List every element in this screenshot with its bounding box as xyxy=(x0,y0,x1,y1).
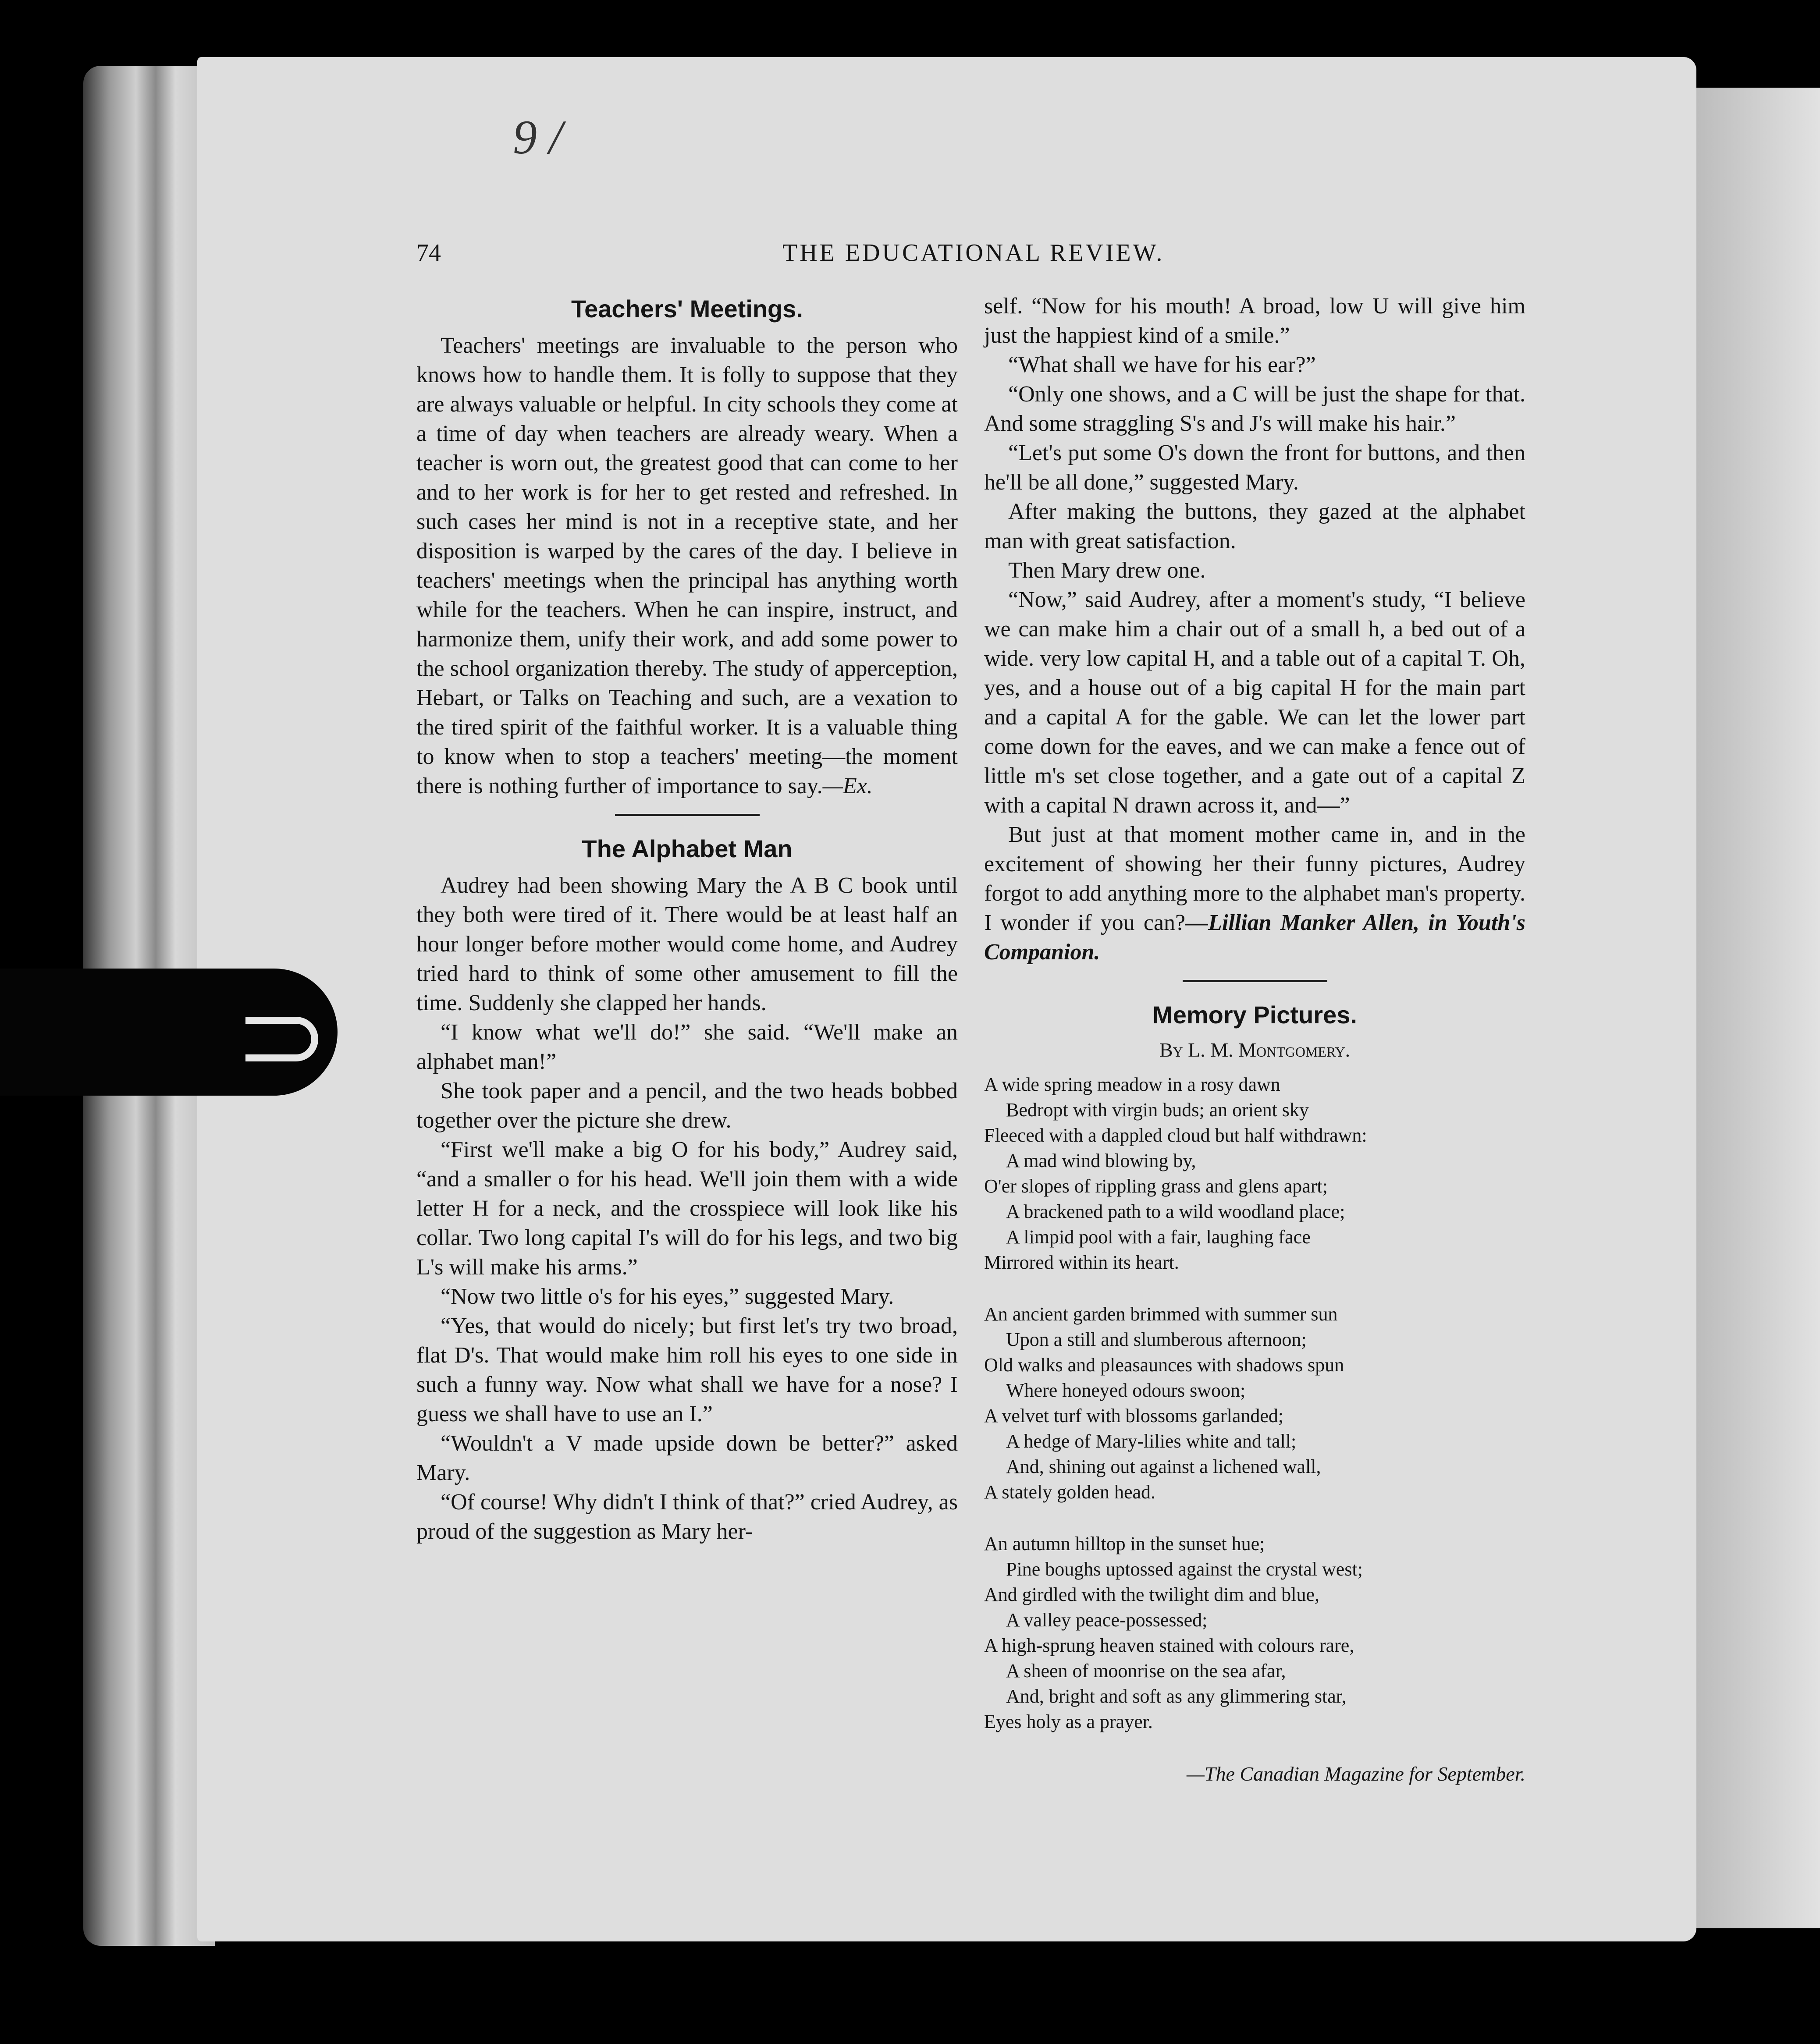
poem-line: And girdled with the twilight dim and blue, xyxy=(984,1584,1320,1605)
poem-line: Old walks and pleasaunces with shadows spun xyxy=(984,1354,1344,1376)
poem-line: Mirrored within its heart. xyxy=(984,1252,1179,1273)
poem-line: A mad wind blowing by, xyxy=(1006,1150,1196,1171)
poem-author: L. M. Montgomery. xyxy=(1188,1039,1351,1061)
teachers-meetings-source: —Ex. xyxy=(822,774,873,798)
poem-line: A sheen of moonrise on the sea afar, xyxy=(1006,1660,1286,1682)
teachers-meetings-body xyxy=(416,331,958,801)
byline-prefix: By xyxy=(1159,1039,1183,1061)
alphabet-man-source: —Lillian Manker Allen, in Youth's Companion. xyxy=(984,910,1525,965)
poem-line: A high-sprung heaven stained with colours rare, xyxy=(984,1635,1354,1656)
poem-line: A wide spring meadow in a rosy dawn xyxy=(984,1074,1280,1095)
poem-line: A limpid pool with a fair, laughing face xyxy=(1006,1226,1311,1248)
alphabet-paragraph: Then Mary drew one. xyxy=(1008,558,1206,583)
section-divider xyxy=(1183,980,1327,982)
alphabet-man-title: The Alphabet Man xyxy=(582,835,793,862)
poem-line: O'er slopes of rippling grass and glens apart; xyxy=(984,1175,1328,1197)
teachers-meetings-title: Teachers' Meetings. xyxy=(571,295,803,323)
alphabet-paragraph: She took paper and a pencil, and the two heads bobbed together over the picture she drew. xyxy=(416,1079,958,1133)
alphabet-paragraph: “First we'll make a big O for his body,” Audrey said, “and a smaller o for his head. We'll join them with a wide letter H for a neck, and the crosspiece will look like his collar. Two long capital I's will do for his legs, and two big L's will make his arms.” xyxy=(416,1137,958,1280)
poem-line: Pine boughs uptossed against the crystal west; xyxy=(1006,1558,1363,1580)
facing-page-edge xyxy=(1696,88,1820,1928)
alphabet-paragraph: After making the buttons, they gazed at the alphabet man with great satisfaction. xyxy=(984,499,1525,554)
alphabet-paragraph: “Yes, that would do nicely; but first let's try two broad, flat D's. That would make him roll his eyes to one side in such a funny way. Now what shall we have for a nose? I guess we shall have to use an I.” xyxy=(416,1313,958,1427)
alphabet-paragraph: “Now two little o's for his eyes,” suggested Mary. xyxy=(441,1284,894,1309)
poem-stanza xyxy=(984,1302,1525,1505)
page-number: 74 xyxy=(416,239,441,266)
alphabet-paragraph: self. “Now for his mouth! A broad, low U will give him just the happiest kind of a smile.” xyxy=(984,294,1525,348)
poem-line: An autumn hilltop in the sunset hue; xyxy=(984,1533,1265,1554)
teachers-meetings-text: Teachers' meetings are invaluable to the person who knows how to handle them. It is folly to suppose that they are always valuable or helpful. In city schools they come at a time of day when teachers are already weary. When a teacher is worn out, the greatest good that can come to her and to her work is for her to get rested and refreshed. In such cases her mind is not in a receptive state, and her disposition is warped by the cares of the day. I believe in teachers' meetings when the principal has anything worth while for the teachers. When he can inspire, instruct, and harmonize them, unify their work, and add some power to the school organization thereby. The study of apperception, Hebart, or Talks on Teaching and such, are a vexation to the tired spirit of the faithful worker. It is a valuable thing to know when to stop a teachers' meeting—the moment there is nothing further of importance to say. xyxy=(416,333,958,798)
poem-line: And, bright and soft as any glimmering star, xyxy=(1006,1686,1347,1707)
poem-byline xyxy=(984,1037,1525,1063)
poem-line: Bedropt with virgin buds; an orient sky xyxy=(1006,1099,1309,1121)
running-title: THE EDUCATIONAL REVIEW. xyxy=(782,239,1165,266)
alphabet-paragraph: “Now,” said Audrey, after a moment's study, “I believe we can make him a chair out of a small h, a bed out of a wide. very low capital H, and a table out of a capital T. Oh, yes, and a house out of a big capital H for the main part and a capital A for the gable. We can let the lower part come down for the eaves, and we can make a fence out of little m's set close together, and a gate out of a capital Z with a capital N drawn across it, and—” xyxy=(984,587,1525,818)
alphabet-paragraph: “Of course! Why didn't I think of that?” cried Audrey, as proud of the suggestion as Mary her- xyxy=(416,1490,958,1544)
bookmark-clip-highlight xyxy=(245,1017,318,1061)
alphabet-paragraph: “I know what we'll do!” she said. “We'll make an alphabet man!” xyxy=(416,1020,958,1074)
poem-line: A velvet turf with blossoms garlanded; xyxy=(984,1405,1284,1427)
section-divider xyxy=(615,814,760,816)
poem-line: Where honeyed odours swoon; xyxy=(1006,1380,1246,1401)
poem-line: Fleeced with a dappled cloud but half withdrawn: xyxy=(984,1125,1367,1146)
left-column xyxy=(416,291,958,1546)
alphabet-paragraph: Audrey had been showing Mary the A B C book until they both were tired of it. There would be at least half an hour longer before mother would come home, and Audrey tried hard to think of some other amusement to fill the time. Suddenly she clapped her hands. xyxy=(416,873,958,1015)
page-header xyxy=(416,239,1521,278)
poem-line: A stately golden head. xyxy=(984,1481,1156,1503)
pencil-mark: 9 / xyxy=(513,110,563,164)
poem-line: Upon a still and slumberous afternoon; xyxy=(1006,1329,1307,1350)
right-column xyxy=(984,291,1525,1787)
poem-source: —The Canadian Magazine for September. xyxy=(1186,1763,1525,1785)
poem-line: A valley peace-possessed; xyxy=(1006,1609,1208,1631)
alphabet-last-paragraph xyxy=(984,820,1525,967)
alphabet-paragraph: “Only one shows, and a C will be just the shape for that. And some straggling S's and J's will make his hair.” xyxy=(984,382,1525,436)
poem-stanza xyxy=(984,1531,1525,1735)
alphabet-paragraph: “Let's put some O's down the front for buttons, and then he'll be all done,” suggested Mary. xyxy=(984,440,1525,495)
memory-pictures-title: Memory Pictures. xyxy=(1152,1001,1357,1029)
alphabet-paragraph: But just at that moment mother came in, and in the excitement of showing her their funny pictures, Audrey forgot to add anything more to the alphabet man's property. I wonder if you can? xyxy=(984,822,1525,935)
memory-pictures-poem xyxy=(984,1072,1525,1735)
poem-line: A brackened path to a wild woodland place; xyxy=(1006,1201,1345,1222)
poem-line: A hedge of Mary-lilies white and tall; xyxy=(1006,1430,1297,1452)
poem-line: An ancient garden brimmed with summer sun xyxy=(984,1303,1338,1325)
poem-line: Eyes holy as a prayer. xyxy=(984,1711,1153,1732)
alphabet-paragraph: “Wouldn't a V made upside down be better?” asked Mary. xyxy=(416,1431,958,1485)
poem-line: And, shining out against a lichened wall, xyxy=(1006,1456,1321,1477)
alphabet-paragraph: “What shall we have for his ear?” xyxy=(1008,352,1316,377)
poem-stanza xyxy=(984,1072,1525,1275)
